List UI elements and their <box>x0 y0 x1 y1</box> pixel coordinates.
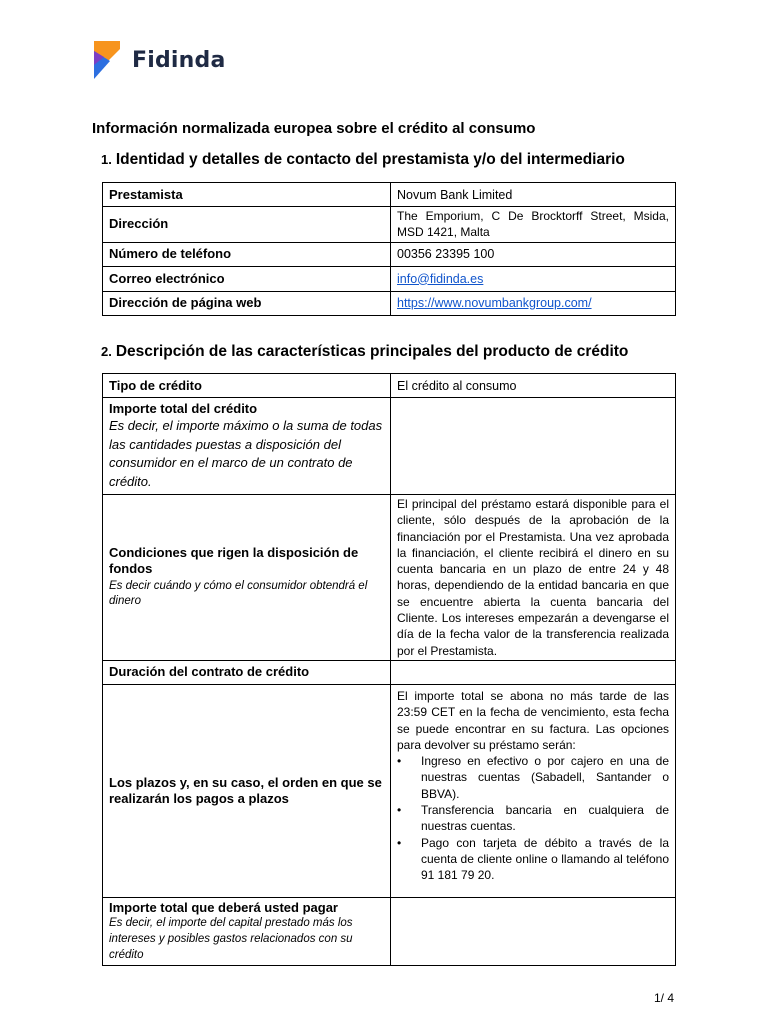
table-row <box>103 374 676 398</box>
page-number: 1/ 4 <box>654 991 675 1005</box>
total-payable-note: Es decir, el importe del capital prestado más los intereses y posibles gastos relacionados con su crédito <box>109 916 353 961</box>
address-label: Dirección <box>103 207 391 243</box>
brand-name: Fidinda <box>132 47 226 73</box>
website-label: Dirección de página web <box>103 291 391 315</box>
website-link[interactable]: https://www.novumbankgroup.com/ <box>397 296 592 311</box>
website-cell <box>391 291 676 315</box>
credit-type-label: Tipo de crédito <box>103 374 391 398</box>
lender-label: Prestamista <box>103 183 391 207</box>
email-label: Correo electrónico <box>103 266 391 291</box>
section-1-heading <box>101 151 625 169</box>
bullet: • <box>397 754 402 769</box>
conditions-cell <box>103 495 391 661</box>
section-1-title: Identidad y detalles de contacto del prestamista y/o del intermediario <box>115 151 625 168</box>
section-2-number: 2. <box>101 344 112 359</box>
section-2-heading <box>101 343 628 361</box>
section-2-title: Descripción de las características principales del producto de crédito <box>115 343 629 360</box>
phone-value: 00356 23395 100 <box>391 242 676 266</box>
credit-table <box>102 373 676 966</box>
table-row <box>103 266 676 291</box>
email-cell <box>391 266 676 291</box>
table-row <box>103 684 676 897</box>
total-payable-cell <box>103 897 391 965</box>
payment-option <box>397 835 669 884</box>
phone-label: Número de teléfono <box>103 242 391 266</box>
table-row <box>103 291 676 315</box>
total-credit-value <box>391 398 676 495</box>
table-row <box>103 660 676 684</box>
total-credit-note: Es decir, el importe máximo o la suma de todas las cantidades puestas a disposición del consumidor en el marco de un contrato de crédito. <box>109 418 383 489</box>
address-value: The Emporium, C De Brocktorff Street, Msida, MSD 1421, Malta <box>391 207 676 243</box>
fidinda-logo-icon <box>92 41 122 79</box>
brand-logo <box>92 41 226 79</box>
total-payable-value <box>391 897 676 965</box>
table-row <box>103 495 676 661</box>
conditions-label: Condiciones que rigen la disposición de fondos <box>109 544 359 576</box>
bullet: • <box>397 835 402 850</box>
credit-type-value: El crédito al consumo <box>391 374 676 398</box>
lender-table <box>102 182 676 316</box>
payment-terms-label: Los plazos y, en su caso, el orden en que se realizarán los pagos a plazos <box>103 684 391 897</box>
table-row <box>103 207 676 243</box>
total-credit-cell <box>103 398 391 495</box>
conditions-value: El principal del préstamo estará disponible para el cliente, sólo después de la aprobación de la financiación por el Prestamista. Una vez aprobada la financiación, el cliente recibirá el dinero en su cuenta bancaria en un plazo de entre 24 y 48 horas, dependiendo de la entidad bancaria en que se encuentre abierta la cuenta bancaria del Cliente. Los intereses empezarán a devengarse el día de la fecha valor de la transferencia realizada por el Prestamista. <box>391 495 676 661</box>
duration-label: Duración del contrato de crédito <box>103 660 391 684</box>
document-title: Información normalizada europea sobre el crédito al consumo <box>92 120 536 137</box>
table-row <box>103 242 676 266</box>
total-payable-label: Importe total que deberá usted pagar <box>109 899 338 915</box>
email-link[interactable]: info@fidinda.es <box>397 271 484 286</box>
payment-option <box>397 802 669 835</box>
payment-option-text: Transferencia bancaria en cualquiera de nuestras cuentas. <box>421 803 669 834</box>
table-row <box>103 897 676 965</box>
table-row <box>103 398 676 495</box>
section-1-number: 1. <box>101 152 112 167</box>
duration-value <box>391 660 676 684</box>
lender-value: Novum Bank Limited <box>391 183 676 207</box>
bullet: • <box>397 803 402 818</box>
payment-terms-intro: El importe total se abona no más tarde de las 23:59 CET en la fecha de vencimiento, esta fecha se puede encontrar en su factura. Las opciones para devolver su préstamo serán: <box>397 688 669 752</box>
payment-option <box>397 753 669 802</box>
payment-option-text: Ingreso en efectivo o por cajero en una de nuestras cuentas (Sabadell, Santander o BBVA). <box>421 754 669 801</box>
conditions-note: Es decir cuándo y cómo el consumidor obtendrá el dinero <box>109 579 368 608</box>
payment-option-text: Pago con tarjeta de débito a través de la cuenta de cliente online o llamando al teléfono 91 181 79 20. <box>421 835 669 883</box>
total-credit-label: Importe total del crédito <box>109 401 258 416</box>
payment-terms-cell <box>391 684 676 897</box>
table-row <box>103 183 676 207</box>
